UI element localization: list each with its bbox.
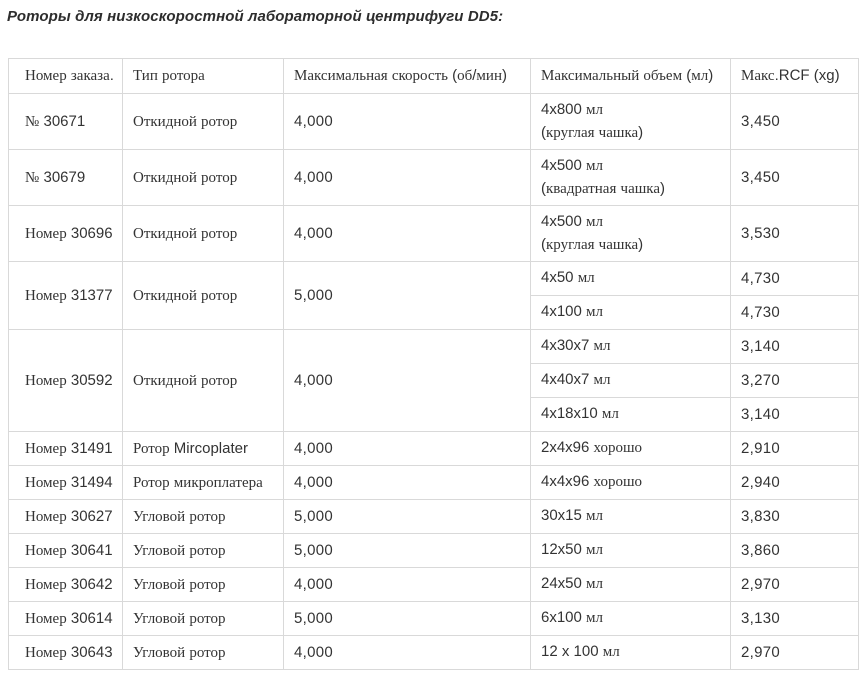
rcf-cell: 3,530 [731, 206, 859, 262]
order-cell: № 30679 [9, 150, 123, 206]
table-row [9, 432, 859, 466]
volume-cell [531, 534, 731, 568]
rcf-cell: 3,450 [731, 150, 859, 206]
type-cell: Откидной ротор [123, 206, 284, 262]
order-cell: Номер 31377 [9, 262, 123, 330]
table-row [9, 206, 859, 262]
volume-line: 4x800 мл [541, 101, 604, 118]
table-row [9, 534, 859, 568]
order-cell: Номер 30592 [9, 330, 123, 432]
volume-line: (круглая чашка) [541, 123, 644, 141]
type-cell: Угловой ротор [123, 602, 284, 636]
header-cell-3: Максимальный объем (мл) [531, 59, 731, 94]
volume-cell [531, 364, 731, 398]
rcf-cell: 2,910 [731, 432, 859, 466]
order-cell: Номер 30614 [9, 602, 123, 636]
volume-line: 4x40x7 мл [541, 371, 611, 389]
rcf-cell: 2,970 [731, 568, 859, 602]
header-cell-0: Номер заказа. [9, 59, 123, 94]
volume-cell [531, 206, 731, 262]
table-row [9, 602, 859, 636]
header-cell-4: Макс.RCF (xg) [731, 59, 859, 94]
rcf-cell: 3,450 [731, 94, 859, 150]
header-cell-1: Тип ротора [123, 59, 284, 94]
table-row [9, 568, 859, 602]
rcf-cell: 2,970 [731, 636, 859, 670]
order-cell: № 30671 [9, 94, 123, 150]
type-cell: Откидной ротор [123, 150, 284, 206]
page-title: Роторы для низкоскоростной лабораторной центрифуги DD5: [7, 8, 504, 25]
volume-line: 4x4x96 хорошо [541, 473, 643, 491]
rcf-cell: 3,140 [731, 398, 859, 432]
order-cell: Номер 30643 [9, 636, 123, 670]
type-cell: Откидной ротор [123, 262, 284, 330]
type-cell: Угловой ротор [123, 534, 284, 568]
table-row [9, 466, 859, 500]
speed-cell: 5,000 [284, 602, 531, 636]
header-row [9, 59, 859, 94]
volume-cell [531, 262, 731, 296]
volume-cell [531, 432, 731, 466]
volume-line: 30x15 мл [541, 507, 604, 525]
volume-line: 2x4x96 хорошо [541, 439, 643, 457]
type-cell: Ротор Mircoplater [123, 432, 284, 466]
speed-cell: 4,000 [284, 330, 531, 432]
rcf-cell: 3,140 [731, 330, 859, 364]
volume-line: 6x100 мл [541, 609, 604, 627]
speed-cell: 4,000 [284, 466, 531, 500]
speed-cell: 4,000 [284, 150, 531, 206]
volume-cell [531, 94, 731, 150]
volume-cell [531, 466, 731, 500]
volume-line: 24x50 мл [541, 575, 604, 593]
volume-cell [531, 150, 731, 206]
volume-line: 4x50 мл [541, 269, 595, 287]
volume-line: 4x500 мл [541, 157, 604, 174]
table-row [9, 636, 859, 670]
type-cell: Откидной ротор [123, 330, 284, 432]
table-row [9, 150, 859, 206]
speed-cell: 5,000 [284, 534, 531, 568]
order-cell: Номер 31491 [9, 432, 123, 466]
volume-cell [531, 398, 731, 432]
volume-line: 12x50 мл [541, 541, 604, 559]
volume-line: 4x18x10 мл [541, 405, 619, 423]
rotor-table [8, 58, 859, 670]
volume-cell [531, 330, 731, 364]
type-cell: Угловой ротор [123, 568, 284, 602]
speed-cell: 4,000 [284, 94, 531, 150]
speed-cell: 5,000 [284, 262, 531, 330]
table-row [9, 330, 859, 364]
volume-line: (квадратная чашка) [541, 179, 665, 197]
volume-cell [531, 568, 731, 602]
type-cell: Ротор микроплатера [123, 466, 284, 500]
type-cell: Угловой ротор [123, 636, 284, 670]
rcf-cell: 3,130 [731, 602, 859, 636]
order-cell: Номер 30642 [9, 568, 123, 602]
order-cell: Номер 30627 [9, 500, 123, 534]
volume-line: 4x500 мл [541, 213, 604, 230]
table-row [9, 94, 859, 150]
rcf-cell: 3,270 [731, 364, 859, 398]
type-cell: Откидной ротор [123, 94, 284, 150]
header-cell-2: Максимальная скорость (об/мин) [284, 59, 531, 94]
order-cell: Номер 30641 [9, 534, 123, 568]
volume-line: (круглая чашка) [541, 235, 644, 253]
order-cell: Номер 31494 [9, 466, 123, 500]
speed-cell: 4,000 [284, 206, 531, 262]
rcf-cell: 3,860 [731, 534, 859, 568]
type-cell: Угловой ротор [123, 500, 284, 534]
volume-line: 4x30x7 мл [541, 337, 611, 355]
volume-line: 4x100 мл [541, 303, 604, 321]
order-cell: Номер 30696 [9, 206, 123, 262]
rcf-cell: 4,730 [731, 296, 859, 330]
table-body [9, 94, 859, 670]
rcf-cell: 2,940 [731, 466, 859, 500]
speed-cell: 4,000 [284, 636, 531, 670]
speed-cell: 4,000 [284, 568, 531, 602]
rcf-cell: 3,830 [731, 500, 859, 534]
rcf-cell: 4,730 [731, 262, 859, 296]
volume-line: 12 x 100 мл [541, 643, 620, 661]
volume-cell [531, 636, 731, 670]
volume-cell [531, 500, 731, 534]
table-row [9, 500, 859, 534]
speed-cell: 4,000 [284, 432, 531, 466]
volume-cell [531, 296, 731, 330]
speed-cell: 5,000 [284, 500, 531, 534]
table-row [9, 262, 859, 296]
volume-cell [531, 602, 731, 636]
